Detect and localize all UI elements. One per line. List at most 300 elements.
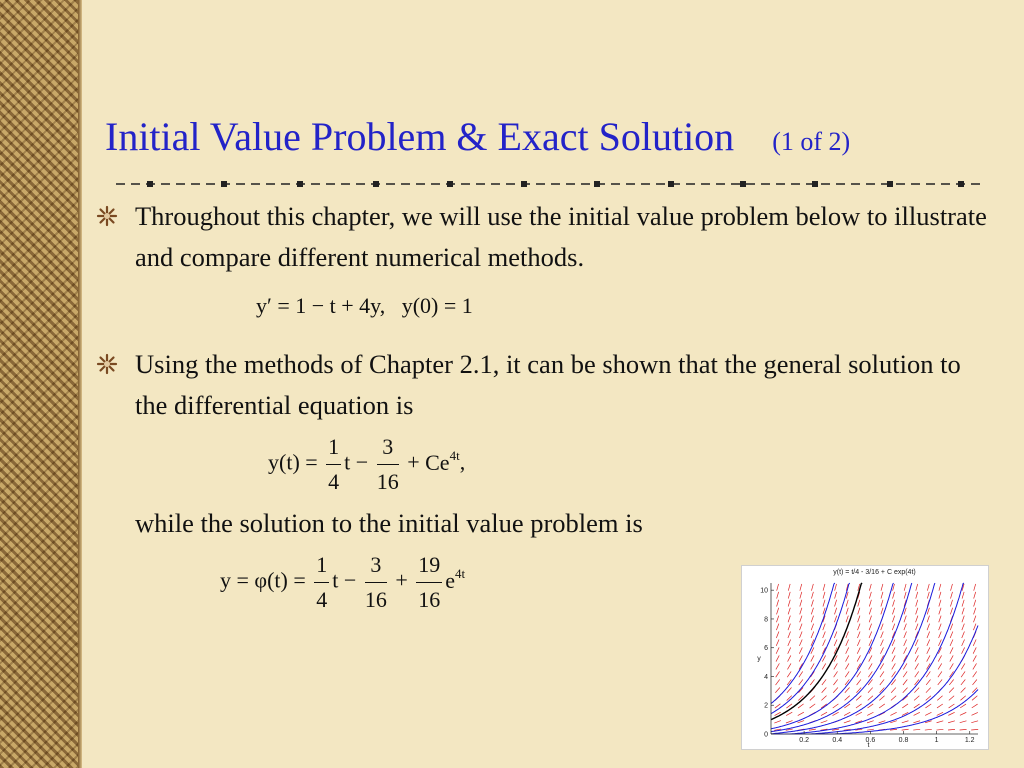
direction-field-segment [833, 679, 837, 685]
y-tick-label: 6 [764, 645, 768, 653]
direction-field-segment [892, 608, 894, 615]
direction-field-segment [798, 712, 804, 715]
gen-term-t: t − [344, 449, 369, 475]
direction-field-segment [949, 696, 954, 701]
direction-field-segment [776, 639, 779, 645]
direction-field-segment [973, 624, 976, 631]
direction-field-segment [974, 600, 976, 607]
direction-field-segment [881, 632, 884, 638]
direction-field-segment [788, 616, 790, 623]
title-text: Initial Value Problem & Exact Solution [105, 114, 735, 159]
direction-field-segment [939, 616, 941, 623]
direction-field-segment [949, 680, 953, 685]
direction-field-segment [916, 584, 918, 591]
y-tick-label: 4 [764, 673, 768, 681]
direction-field-segment [904, 632, 907, 638]
direction-field-segment [867, 712, 873, 715]
part-term-t: t − [332, 567, 357, 593]
direction-field-segment [962, 639, 965, 645]
direction-field-segment [776, 671, 780, 677]
continuation-text: while the solution to the initial value problem is [135, 508, 643, 538]
ivp-lhs: y′ = 1 − t + 4y, [256, 293, 386, 318]
direction-field-segment [973, 647, 976, 653]
direction-field-segment [950, 663, 954, 669]
direction-field-segment [776, 632, 779, 638]
part-fraction-1: $\frac{1}{4}$ [314, 548, 329, 617]
direction-field-segment [869, 584, 871, 591]
side-band-edge [78, 0, 82, 768]
direction-field-segment [787, 663, 791, 669]
direction-field-segment [867, 729, 874, 730]
direction-field-segment [858, 608, 860, 615]
direction-field-segment [869, 632, 872, 638]
direction-field-segment [881, 592, 883, 599]
direction-field-segment [823, 632, 826, 638]
ivp-equation [256, 293, 473, 319]
direction-field-segment [904, 647, 907, 653]
direction-field-segment [835, 600, 837, 607]
direction-field-segment [950, 600, 952, 607]
direction-field-segment [927, 647, 930, 653]
direction-field-segment [973, 663, 977, 669]
direction-field-segment [881, 639, 884, 645]
bullet-star-icon [96, 353, 118, 375]
direction-field-segment [822, 663, 826, 669]
direction-field-segment [776, 655, 779, 661]
x-tick-label: 1.2 [964, 737, 975, 744]
direction-field-segment [948, 712, 954, 715]
direction-field-segment [962, 608, 964, 615]
gen-fraction-2: $\frac{3}{16}$ [377, 430, 399, 499]
direction-field-segment [927, 639, 930, 645]
direction-field-segment [800, 624, 802, 631]
direction-field-segment [890, 712, 896, 715]
direction-field-segment [904, 592, 906, 599]
direction-field-segment [786, 721, 793, 723]
direction-field-segment [811, 632, 814, 638]
direction-field-segment [915, 655, 918, 661]
direction-field-segment [857, 639, 860, 645]
direction-field-segment [939, 592, 941, 599]
direction-field-segment [903, 671, 907, 677]
direction-field-segment [960, 729, 967, 730]
direction-field-segment [846, 632, 849, 638]
direction-field-segment [939, 584, 941, 591]
decorative-side-band [0, 0, 78, 768]
direction-field-segment [925, 729, 932, 730]
direction-field-segment [950, 647, 953, 653]
direction-field-segment [880, 663, 884, 669]
direction-field-segment [915, 639, 918, 645]
direction-field-segment [869, 663, 873, 669]
direction-field-segment [962, 647, 965, 653]
direction-field-segment [892, 616, 894, 623]
x-tick-label: 0.6 [865, 737, 876, 744]
direction-field-segment [869, 655, 872, 661]
direction-field-segment [881, 608, 883, 615]
plot-title: y(t) = t/4 - 3/16 + C exp(4t) [833, 569, 916, 576]
direction-field-segment [961, 663, 965, 669]
direction-field-segment [951, 584, 953, 591]
direction-field-segment [786, 712, 792, 715]
solution-curve [771, 583, 935, 734]
direction-field-segment [914, 696, 919, 701]
solution-curves-plot [741, 565, 989, 750]
direction-field-segment [880, 647, 883, 653]
direction-field-segment [845, 696, 850, 701]
direction-field-segment [974, 608, 976, 615]
direction-field-segment [846, 600, 848, 607]
direction-field-segment [869, 616, 871, 623]
direction-field-segment [821, 721, 828, 723]
title-part: (1 of 2) [772, 127, 851, 156]
direction-field-segment [939, 608, 941, 615]
direction-field-segment [787, 671, 791, 677]
part-fraction-2: $\frac{3}{16}$ [365, 548, 387, 617]
direction-field-segment [962, 592, 964, 599]
direction-field-segment [798, 704, 804, 708]
direction-field-segment [775, 688, 780, 693]
direction-field-segment [950, 639, 953, 645]
direction-field-segment [810, 696, 815, 701]
solution-curve [771, 583, 862, 720]
direction-field-segment [973, 655, 976, 661]
direction-field-segment [879, 721, 886, 723]
direction-field-segment [939, 624, 942, 631]
direction-field-segment [834, 663, 838, 669]
direction-field-segment [846, 647, 849, 653]
direction-field-segment [823, 592, 825, 599]
direction-field-segment [776, 663, 780, 669]
direction-field-segment [844, 712, 850, 715]
direction-field-segment [799, 671, 803, 677]
direction-field-segment [788, 639, 791, 645]
gen-fraction-1: $\frac{1}{4}$ [326, 430, 341, 499]
x-tick-label: 0.2 [799, 737, 809, 744]
gen-comma: , [459, 449, 466, 475]
direction-field-segment [869, 624, 871, 631]
direction-field-segment [881, 624, 883, 631]
direction-field-segment [926, 679, 930, 684]
direction-field-segment [856, 688, 861, 693]
direction-field-segment [960, 712, 966, 715]
direction-field-segment [892, 600, 894, 607]
part-lhs: y = φ(t) = [220, 567, 306, 593]
direction-field-segment [788, 608, 790, 615]
direction-field-segment [811, 655, 814, 661]
direction-field-segment [936, 729, 943, 730]
direction-field-segment [823, 600, 825, 607]
direction-field-segment [811, 663, 815, 669]
direction-field-segment [972, 712, 978, 715]
direction-field-segment [902, 721, 909, 723]
direction-field-segment [927, 624, 930, 631]
direction-field-segment [821, 696, 826, 701]
direction-field-segment [938, 671, 942, 677]
direction-field-segment [788, 592, 790, 599]
direction-field-segment [961, 680, 965, 685]
direction-field-segment [971, 721, 978, 723]
direction-field-segment [962, 600, 964, 607]
direction-field-segment [810, 671, 814, 677]
direction-field-segment [788, 647, 791, 653]
direction-field-segment [913, 721, 920, 723]
direction-field-segment [915, 624, 918, 631]
direction-field-segment [902, 729, 909, 730]
direction-field-segment [914, 688, 919, 693]
direction-field-segment [937, 721, 944, 723]
direction-field-segment [845, 671, 849, 677]
direction-field-segment [948, 721, 955, 723]
direction-field-segment [800, 592, 802, 599]
direction-field-segment [869, 608, 871, 615]
direction-field-segment [937, 704, 943, 708]
direction-field-segment [973, 616, 975, 623]
direction-field-segment [776, 616, 778, 623]
ivp-ic: y(0) = 1 [401, 293, 473, 318]
direction-field-segment [914, 704, 920, 708]
direction-field-segment [949, 704, 955, 708]
direction-field-segment [856, 712, 862, 715]
part-plus: + [395, 567, 408, 593]
direction-field-segment [811, 584, 813, 591]
direction-field-segment [788, 655, 791, 661]
direction-field-segment [834, 632, 837, 638]
direction-field-segment [939, 600, 941, 607]
direction-field-segment [951, 592, 953, 599]
direction-field-segment [846, 616, 848, 623]
x-tick-label: 1 [934, 737, 939, 744]
plot-svg [742, 566, 988, 749]
direction-field-segment [927, 632, 930, 638]
direction-field-segment [856, 696, 861, 701]
direction-field-segment [858, 624, 860, 631]
y-tick-label: 0 [764, 731, 768, 739]
direction-field-segment [800, 584, 802, 591]
direction-field-segment [904, 624, 907, 631]
direction-field-segment [811, 624, 813, 631]
direction-field-segment [938, 679, 942, 684]
direction-field-segment [788, 632, 791, 638]
direction-field-segment [833, 688, 838, 693]
direction-field-segment [962, 624, 965, 631]
gen-plus: + [407, 449, 420, 475]
direction-field-segment [927, 655, 930, 661]
direction-field-segment [834, 639, 837, 645]
direction-field-segment [846, 639, 849, 645]
direction-field-segment [869, 592, 871, 599]
x-axis-label: t [867, 742, 870, 749]
direction-field-segment [857, 655, 860, 661]
direction-field-segment [811, 600, 813, 607]
direction-field-segment [799, 647, 802, 653]
direction-field-segment [800, 600, 802, 607]
y-tick-label: 8 [764, 616, 768, 624]
direction-field-segment [892, 647, 895, 653]
bullet-star-icon [96, 205, 118, 227]
y-tick-label: 2 [764, 702, 768, 710]
direction-field-segment [834, 608, 836, 615]
direction-field-segment [881, 600, 883, 607]
direction-field-segment [948, 729, 955, 730]
direction-field-segment [845, 688, 850, 693]
slide-title [105, 113, 850, 160]
direction-field-segment [799, 639, 802, 645]
direction-field-segment [925, 712, 931, 715]
direction-field-segment [892, 655, 895, 661]
direction-field-segment [972, 688, 977, 693]
direction-field-segment [927, 592, 929, 599]
direction-field-segment [915, 663, 919, 669]
direction-field-segment [950, 608, 952, 615]
direction-field-segment [835, 584, 837, 591]
direction-field-segment [822, 688, 827, 693]
x-tick-label: 0.8 [898, 737, 909, 744]
general-solution-equation [268, 430, 465, 499]
direction-field-segment [950, 624, 953, 631]
solution-curve [771, 583, 912, 732]
direction-field-segment [939, 632, 942, 638]
direction-field-segment [962, 632, 965, 638]
direction-field-segment [809, 729, 816, 730]
direction-field-segment [961, 688, 966, 693]
y-axis-label: y [757, 655, 761, 663]
direction-field-segment [788, 624, 790, 631]
direction-field-segment [891, 696, 896, 701]
direction-field-segment [857, 671, 861, 677]
direction-field-segment [858, 616, 860, 623]
title-divider [116, 177, 986, 191]
direction-field-segment [857, 632, 860, 638]
direction-field-segment [811, 608, 813, 615]
direction-field-segment [973, 671, 977, 677]
direction-field-segment [777, 584, 779, 591]
direction-field-segment [776, 679, 780, 685]
direction-field-segment [823, 624, 825, 631]
direction-field-segment [776, 647, 779, 653]
direction-field-segment [916, 592, 918, 599]
direction-field-segment [972, 680, 976, 685]
direction-field-segment [916, 600, 918, 607]
direction-field-segment [880, 671, 884, 677]
direction-field-segment [913, 729, 920, 730]
direction-field-segment [845, 679, 849, 685]
direction-field-segment [822, 679, 826, 685]
direction-field-segment [834, 671, 838, 677]
direction-field-segment [904, 639, 907, 645]
direction-field-segment [788, 600, 790, 607]
x-tick-label: 0.4 [832, 737, 843, 744]
direction-field-segment [867, 721, 874, 723]
direction-field-segment [822, 655, 825, 661]
gen-lhs: y(t) = [268, 449, 318, 475]
direction-field-segment [950, 655, 953, 661]
solution-curve [771, 690, 978, 735]
direction-field-segment [916, 608, 918, 615]
direction-field-segment [904, 584, 906, 591]
direction-field-segment [800, 616, 802, 623]
direction-field-segment [960, 721, 967, 723]
direction-field-segment [833, 704, 839, 708]
direction-field-segment [904, 616, 906, 623]
direction-field-segment [811, 616, 813, 623]
direction-field-segment [777, 592, 779, 599]
direction-field-segment [799, 655, 802, 661]
direction-field-segment [961, 671, 965, 677]
direction-field-segment [868, 688, 873, 693]
direction-field-segment [972, 704, 978, 708]
direction-field-segment [903, 663, 907, 669]
direction-field-segment [810, 679, 814, 685]
bullet-1-text: Throughout this chapter, we will use the initial value problem below to illustrate and compare different numerical methods. [135, 201, 987, 272]
particular-solution-equation [220, 548, 465, 617]
direction-field-segment [891, 688, 896, 693]
direction-field-segment [834, 616, 836, 623]
direction-field-segment [835, 592, 837, 599]
direction-field-segment [774, 721, 781, 723]
direction-field-segment [926, 688, 931, 693]
direction-field-segment [892, 624, 895, 631]
direction-field-segment [846, 608, 848, 615]
direction-field-segment [857, 679, 861, 685]
part-exp-term: $e^{4t}$ [445, 565, 466, 593]
direction-field-segment [962, 616, 964, 623]
direction-field-segment [868, 696, 873, 701]
direction-field-segment [974, 592, 976, 599]
direction-field-segment [974, 584, 976, 591]
direction-field-segment [927, 616, 929, 623]
direction-field-segment [937, 696, 942, 701]
direction-field-segment [821, 712, 827, 715]
direction-field-segment [903, 679, 907, 684]
direction-field-segment [776, 624, 778, 631]
direction-field-segment [787, 696, 792, 701]
direction-field-segment [902, 704, 908, 708]
direction-field-segment [925, 704, 931, 708]
solution-curve [771, 583, 894, 729]
solution-curve [771, 626, 978, 735]
direction-field-segment [971, 729, 978, 730]
direction-field-segment [823, 639, 826, 645]
direction-field-segment [777, 608, 779, 615]
direction-field-segment [856, 704, 862, 708]
direction-field-segment [811, 592, 813, 599]
direction-field-segment [926, 671, 930, 677]
direction-field-segment [869, 600, 871, 607]
direction-field-segment [799, 679, 803, 685]
direction-field-segment [810, 704, 816, 708]
direction-field-segment [857, 647, 860, 653]
direction-field-segment [879, 704, 885, 708]
direction-field-segment [938, 663, 942, 669]
direction-field-segment [915, 671, 919, 677]
direction-field-segment [916, 616, 918, 623]
direction-field-segment [846, 655, 849, 661]
direction-field-segment [927, 584, 929, 591]
direction-field-segment [800, 608, 802, 615]
direction-field-segment [914, 712, 920, 715]
direction-field-segment [879, 696, 884, 701]
direction-field-segment [915, 647, 918, 653]
direction-field-segment [844, 721, 851, 723]
direction-field-segment [775, 704, 781, 708]
direction-field-segment [973, 639, 976, 645]
direction-field-segment [880, 679, 884, 685]
direction-field-segment [893, 592, 895, 599]
direction-field-segment [949, 688, 954, 693]
direction-field-segment [903, 688, 908, 693]
direction-field-segment [777, 600, 779, 607]
